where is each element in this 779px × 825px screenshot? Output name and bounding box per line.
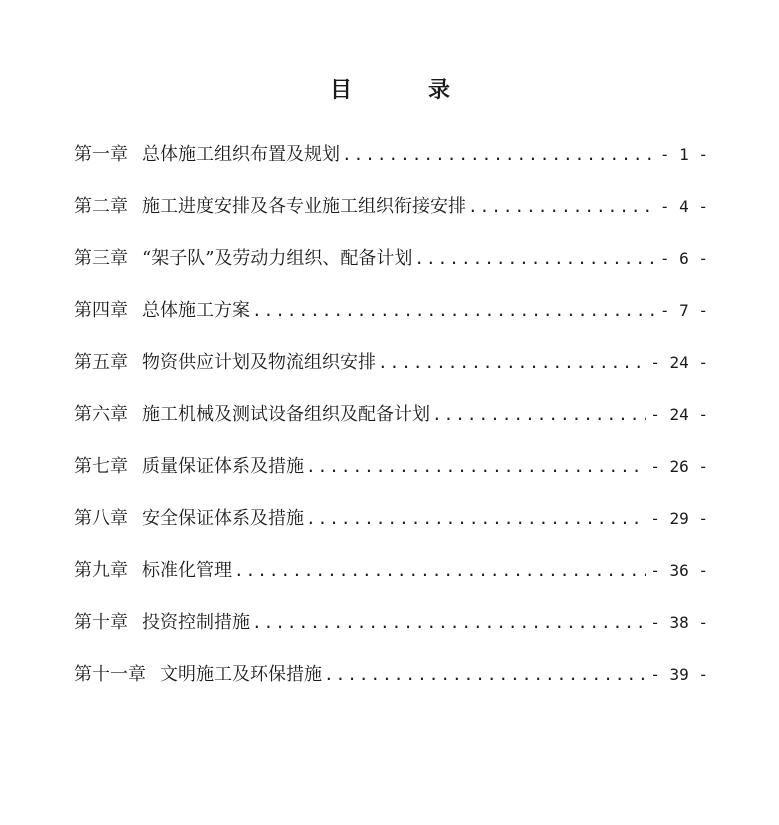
page-number: - 7 - <box>659 301 708 320</box>
page-number: - 4 - <box>659 197 708 216</box>
toc-entry-chapter-6[interactable] <box>74 400 708 452</box>
chapter-title: 安全保证体系及措施 <box>142 508 304 529</box>
toc-entry-chapter-4[interactable] <box>74 296 708 348</box>
toc-entry-chapter-3[interactable] <box>74 244 708 296</box>
chapter-number: 第九章 <box>74 560 128 581</box>
table-of-contents <box>74 140 708 712</box>
toc-entry-chapter-5[interactable] <box>74 348 708 400</box>
page-number: - 38 - <box>650 613 708 632</box>
page-number: - 39 - <box>650 665 708 684</box>
chapter-number: 第十章 <box>74 612 128 633</box>
chapter-number: 第七章 <box>74 456 128 477</box>
chapter-title: 施工进度安排及各专业施工组织衔接安排 <box>142 196 466 217</box>
toc-entry-chapter-8[interactable] <box>74 504 708 556</box>
page-number: - 24 - <box>650 405 708 424</box>
dot-leader <box>306 504 646 534</box>
chapter-number: 第十一章 <box>74 664 146 685</box>
dot-leader <box>342 140 656 170</box>
dot-leader <box>468 192 656 222</box>
toc-entry-chapter-2[interactable] <box>74 192 708 244</box>
chapter-title: 投资控制措施 <box>142 612 250 633</box>
chapter-number: 第二章 <box>74 196 128 217</box>
chapter-title: 总体施工方案 <box>142 300 250 321</box>
chapter-number: 第一章 <box>74 144 128 165</box>
toc-entry-chapter-7[interactable] <box>74 452 708 504</box>
toc-entry-chapter-9[interactable] <box>74 556 708 608</box>
dot-leader <box>414 244 655 274</box>
page-number: - 36 - <box>650 561 708 580</box>
chapter-title: 施工机械及测试设备组织及配备计划 <box>142 404 430 425</box>
dot-leader <box>252 608 646 638</box>
page-number: - 6 - <box>659 249 708 268</box>
toc-entry-chapter-1[interactable] <box>74 140 708 192</box>
chapter-title: “架子队”及劳动力组织、配备计划 <box>142 248 413 269</box>
toc-entry-chapter-10[interactable] <box>74 608 708 660</box>
chapter-title: 质量保证体系及措施 <box>142 456 304 477</box>
chapter-title: 文明施工及环保措施 <box>160 664 322 685</box>
page-number: - 29 - <box>650 509 708 528</box>
toc-title-char-1: 目 <box>330 77 353 103</box>
dot-leader <box>234 556 646 586</box>
toc-entry-chapter-11[interactable] <box>74 660 708 712</box>
chapter-number: 第四章 <box>74 300 128 321</box>
chapter-title: 物资供应计划及物流组织安排 <box>142 352 376 373</box>
page-number: - 26 - <box>650 457 708 476</box>
toc-title-char-2: 录 <box>428 77 451 103</box>
dot-leader <box>378 348 646 378</box>
chapter-number: 第六章 <box>74 404 128 425</box>
dot-leader <box>324 660 646 690</box>
chapter-number: 第三章 <box>74 248 128 269</box>
chapter-number: 第五章 <box>74 352 128 373</box>
dot-leader <box>432 400 646 430</box>
dot-leader <box>252 296 656 326</box>
page-number: - 1 - <box>659 145 708 164</box>
chapter-title: 标准化管理 <box>142 560 232 581</box>
page-number: - 24 - <box>650 353 708 372</box>
toc-title <box>0 74 779 106</box>
dot-leader <box>306 452 646 482</box>
chapter-title: 总体施工组织布置及规划 <box>142 144 340 165</box>
chapter-number: 第八章 <box>74 508 128 529</box>
